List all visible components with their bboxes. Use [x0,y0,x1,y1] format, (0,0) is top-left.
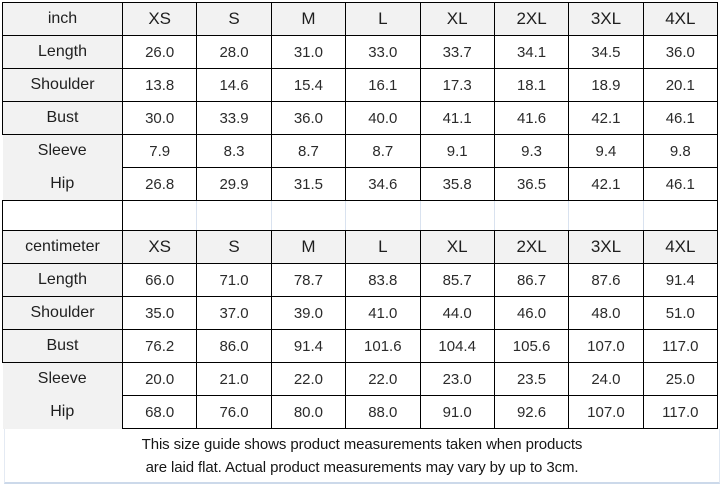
size-header-cell: S [197,3,271,36]
value-cell: 25.0 [643,363,717,396]
value-cell: 91.4 [643,264,717,297]
row-label-cell: Bust [3,102,123,135]
size-header-cell: 4XL [643,3,717,36]
value-cell: 46.1 [643,168,717,201]
row-label-cell: Sleeve [3,135,123,168]
spacer-cell [569,201,643,231]
row-label-cell: Sleeve [3,363,123,396]
unit-label-cell: inch [3,3,123,36]
value-cell: 44.0 [420,297,494,330]
size-header-cell: M [271,3,345,36]
measurement-row [3,396,718,429]
value-cell: 71.0 [197,264,271,297]
spacer-cell [3,201,123,231]
measurement-row [3,36,718,69]
value-cell: 18.9 [569,69,643,102]
value-cell: 41.1 [420,102,494,135]
value-cell: 9.4 [569,135,643,168]
size-header-row [3,231,718,264]
measurement-row [3,363,718,396]
value-cell: 34.1 [494,36,568,69]
measurement-row [3,297,718,330]
value-cell: 22.0 [346,363,420,396]
note-line-2: are laid flat. Actual product measurements may vary by up to 3cm. [145,458,579,476]
measurement-row [3,168,718,201]
value-cell: 24.0 [569,363,643,396]
value-cell: 107.0 [569,396,643,429]
value-cell: 21.0 [197,363,271,396]
value-cell: 15.4 [271,69,345,102]
value-cell: 117.0 [643,330,717,363]
spacer-cell [271,201,345,231]
value-cell: 28.0 [197,36,271,69]
value-cell: 88.0 [346,396,420,429]
spacer-row [3,201,718,231]
value-cell: 20.0 [123,363,197,396]
size-header-cell: 2XL [494,231,568,264]
value-cell: 35.8 [420,168,494,201]
value-cell: 83.8 [346,264,420,297]
value-cell: 33.0 [346,36,420,69]
size-header-cell: XS [123,3,197,36]
value-cell: 105.6 [494,330,568,363]
value-cell: 18.1 [494,69,568,102]
size-header-cell: S [197,231,271,264]
value-cell: 34.5 [569,36,643,69]
measurement-row [3,135,718,168]
size-header-cell: L [346,3,420,36]
size-header-cell: 2XL [494,3,568,36]
value-cell: 35.0 [123,297,197,330]
value-cell: 42.1 [569,102,643,135]
value-cell: 80.0 [271,396,345,429]
value-cell: 66.0 [123,264,197,297]
value-cell: 9.1 [420,135,494,168]
value-cell: 86.0 [197,330,271,363]
value-cell: 9.8 [643,135,717,168]
value-cell: 36.0 [643,36,717,69]
value-cell: 92.6 [494,396,568,429]
size-header-cell: XL [420,231,494,264]
value-cell: 91.4 [271,330,345,363]
size-header-cell: XS [123,231,197,264]
value-cell: 30.0 [123,102,197,135]
unit-label-cell: centimeter [3,231,123,264]
size-header-cell: 3XL [569,231,643,264]
value-cell: 26.0 [123,36,197,69]
size-header-cell: L [346,231,420,264]
value-cell: 16.1 [346,69,420,102]
size-guide-note [4,429,720,484]
value-cell: 34.6 [346,168,420,201]
value-cell: 68.0 [123,396,197,429]
spacer-cell [346,201,420,231]
value-cell: 8.7 [346,135,420,168]
value-cell: 14.6 [197,69,271,102]
value-cell: 101.6 [346,330,420,363]
row-label-cell: Shoulder [3,69,123,102]
row-label-cell: Hip [3,168,123,201]
value-cell: 76.0 [197,396,271,429]
value-cell: 33.9 [197,102,271,135]
value-cell: 117.0 [643,396,717,429]
spacer-cell [197,201,271,231]
spacer-cell [123,201,197,231]
value-cell: 46.1 [643,102,717,135]
value-cell: 37.0 [197,297,271,330]
measurement-row [3,330,718,363]
row-label-cell: Hip [3,396,123,429]
value-cell: 33.7 [420,36,494,69]
value-cell: 31.5 [271,168,345,201]
value-cell: 41.6 [494,102,568,135]
value-cell: 104.4 [420,330,494,363]
value-cell: 41.0 [346,297,420,330]
measurement-row [3,102,718,135]
value-cell: 8.3 [197,135,271,168]
value-cell: 107.0 [569,330,643,363]
value-cell: 42.1 [569,168,643,201]
measurement-row [3,69,718,102]
spacer-cell [420,201,494,231]
size-header-row [3,3,718,36]
row-label-cell: Shoulder [3,297,123,330]
value-cell: 29.9 [197,168,271,201]
value-cell: 76.2 [123,330,197,363]
value-cell: 20.1 [643,69,717,102]
row-label-cell: Length [3,36,123,69]
value-cell: 31.0 [271,36,345,69]
size-header-cell: XL [420,3,494,36]
value-cell: 51.0 [643,297,717,330]
value-cell: 23.0 [420,363,494,396]
size-header-cell: M [271,231,345,264]
value-cell: 87.6 [569,264,643,297]
value-cell: 85.7 [420,264,494,297]
value-cell: 36.0 [271,102,345,135]
value-cell: 91.0 [420,396,494,429]
value-cell: 7.9 [123,135,197,168]
value-cell: 23.5 [494,363,568,396]
note-line-1: This size guide shows product measurements taken when products [141,435,583,453]
value-cell: 22.0 [271,363,345,396]
value-cell: 46.0 [494,297,568,330]
value-cell: 39.0 [271,297,345,330]
value-cell: 13.8 [123,69,197,102]
value-cell: 8.7 [271,135,345,168]
value-cell: 36.5 [494,168,568,201]
value-cell: 40.0 [346,102,420,135]
value-cell: 9.3 [494,135,568,168]
size-header-cell: 4XL [643,231,717,264]
spacer-cell [643,201,717,231]
value-cell: 17.3 [420,69,494,102]
value-cell: 48.0 [569,297,643,330]
size-chart-table [2,2,718,429]
row-label-cell: Bust [3,330,123,363]
spacer-cell [494,201,568,231]
size-header-cell: 3XL [569,3,643,36]
value-cell: 26.8 [123,168,197,201]
value-cell: 86.7 [494,264,568,297]
value-cell: 78.7 [271,264,345,297]
row-label-cell: Length [3,264,123,297]
measurement-row [3,264,718,297]
